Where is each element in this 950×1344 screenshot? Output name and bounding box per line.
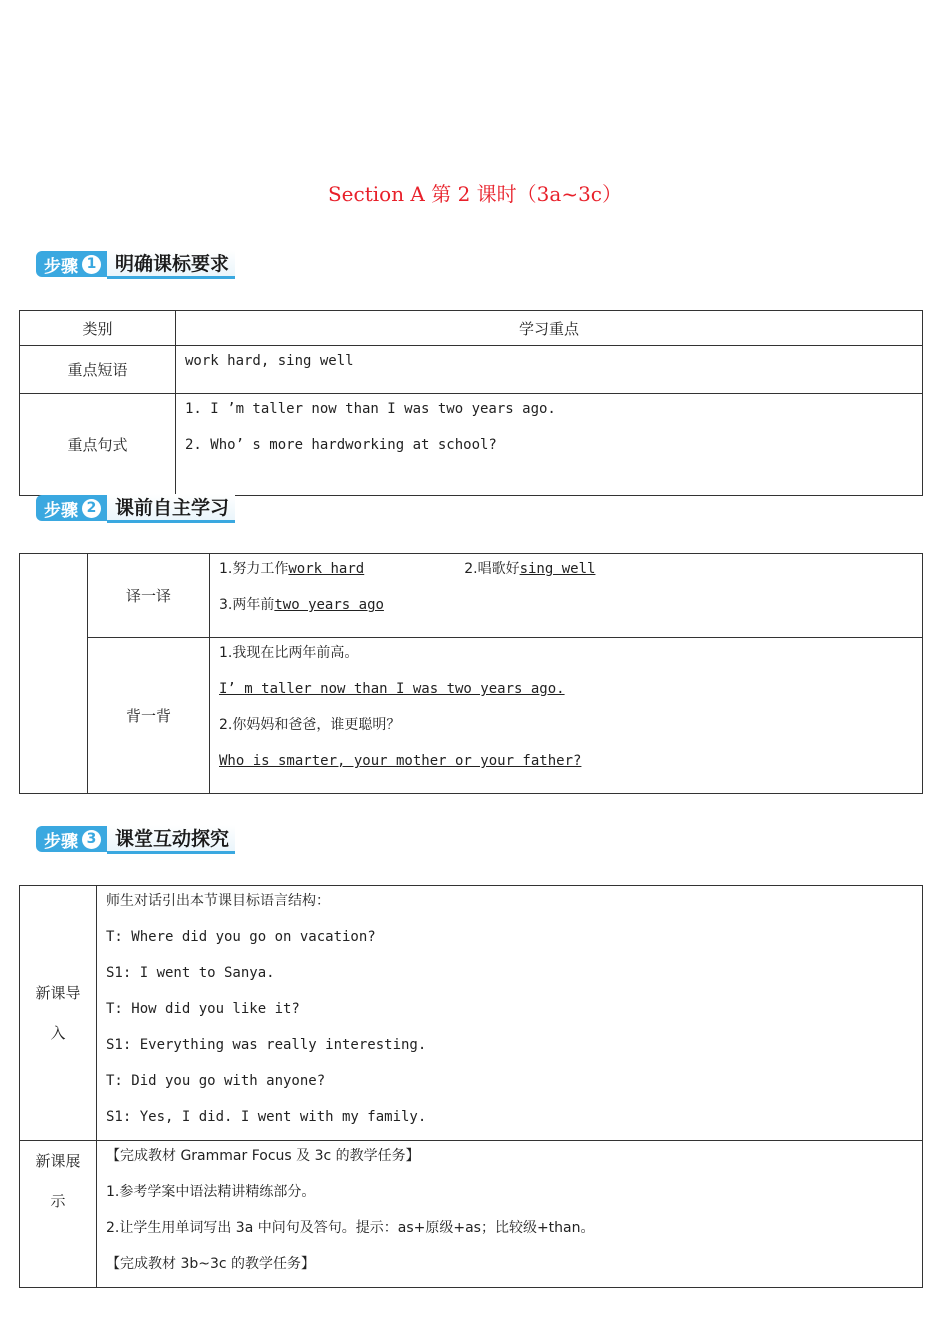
header-category: 类别	[20, 311, 176, 346]
row-label-sentences: 重点句式	[20, 394, 176, 496]
answer-sing-well: sing well	[519, 561, 596, 577]
step-1-header	[36, 250, 235, 278]
recite-content: 1.我现在比两年前高。 I’ m taller now than I was two years ago. 2.你妈妈和爸爸，谁更聪明？ Who is smarter, your mother or your father?	[210, 638, 923, 794]
step-3-header	[36, 825, 235, 853]
self-study-table	[19, 553, 923, 794]
show-label: 新课展 示	[20, 1141, 97, 1288]
step-label: 明确课标要求	[107, 250, 235, 279]
answer-work-hard: work hard	[288, 561, 365, 577]
empty-cell	[20, 554, 88, 794]
answer-two-years-ago: two years ago	[274, 597, 384, 613]
intro-content: 师生对话引出本节课目标语言结构： T: Where did you go on vacation? S1: I went to Sanya. T: How did you like it? S1: Everything was really interesting. T: Did you go with anyone? S1: Yes, I did. I went with my family.	[97, 886, 923, 1141]
step-label: 课堂互动探究	[107, 825, 235, 854]
translate-content: 1.努力工作work hard 2.唱歌好sing well 3.两年前two years ago	[210, 554, 923, 638]
row-label-phrases: 重点短语	[20, 346, 176, 394]
step-badge: 步骤 2	[36, 495, 107, 521]
row-content-sentences: 1. I ’m taller now than I was two years ago. 2. Who’ s more hardworking at school?	[176, 394, 923, 496]
key-points-table	[19, 310, 923, 496]
step-badge: 步骤 1	[36, 251, 107, 277]
translate-label: 译一译	[88, 554, 210, 638]
header-focus: 学习重点	[176, 311, 923, 346]
show-content: 【完成教材 Grammar Focus 及 3c 的教学任务】 1.参考学案中语法精讲精练部分。 2.让学生用单词写出 3a 中问句及答句。提示：as+原级+as；比较级+than。 【完成教材 3b~3c 的教学任务】	[97, 1141, 923, 1288]
page-title: Section A 第 2 课时（3a~3c）	[327, 182, 623, 206]
step-2-header	[36, 494, 235, 522]
classroom-table	[19, 885, 923, 1288]
recite-label: 背一背	[88, 638, 210, 794]
step-badge: 步骤 3	[36, 826, 107, 852]
intro-label: 新课导 入	[20, 886, 97, 1141]
row-content-phrases: work hard, sing well	[176, 346, 923, 394]
step-label: 课前自主学习	[107, 494, 235, 523]
